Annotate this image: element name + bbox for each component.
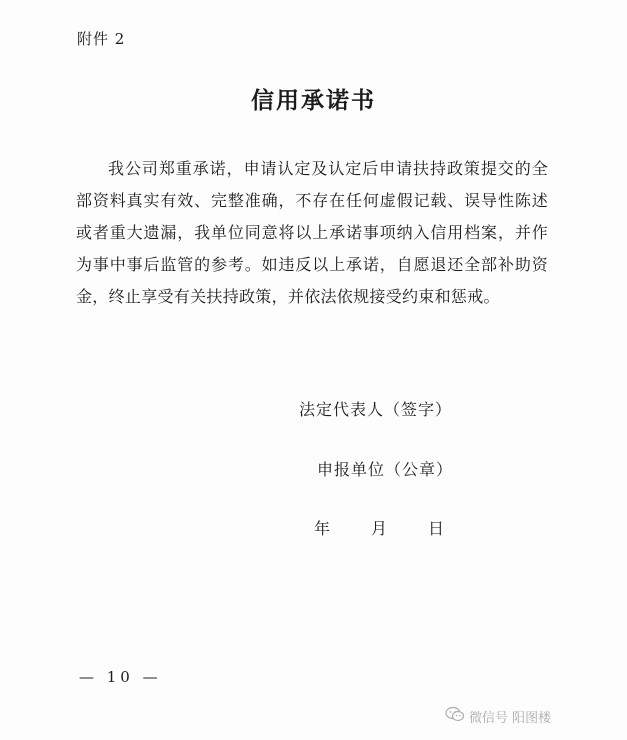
watermark-text: 微信号 阳图楼 <box>469 710 552 726</box>
legal-representative-signature: 法定代表人（签字） <box>299 400 453 419</box>
page-number: — 10 — <box>79 668 162 686</box>
date-year-label: 年 <box>314 519 331 538</box>
commitment-body <box>76 153 548 313</box>
wechat-icon <box>445 706 465 726</box>
wechat-watermark <box>445 706 551 726</box>
date-line <box>314 516 444 539</box>
date-month-label: 月 <box>371 519 388 538</box>
attachment-label: 附件 2 <box>77 30 126 48</box>
commitment-paragraph: 我公司郑重承诺，申请认定及认定后申请扶持政策提交的全部资料真实有效、完整准确，不存在任何虚假记载、误导性陈述或者重大遗漏，我单位同意将以上承诺事项纳入信用档案，并作为事中事后监管的参考。如违反以上承诺，自愿退还全部补助资金，终止享受有关扶持政策，并依法依规接受约束和惩戒。 <box>76 159 548 306</box>
applicant-unit-seal: 申报单位（公章） <box>317 460 454 479</box>
date-day-label: 日 <box>428 519 445 538</box>
page-title: 信用承诺书 <box>251 87 376 114</box>
